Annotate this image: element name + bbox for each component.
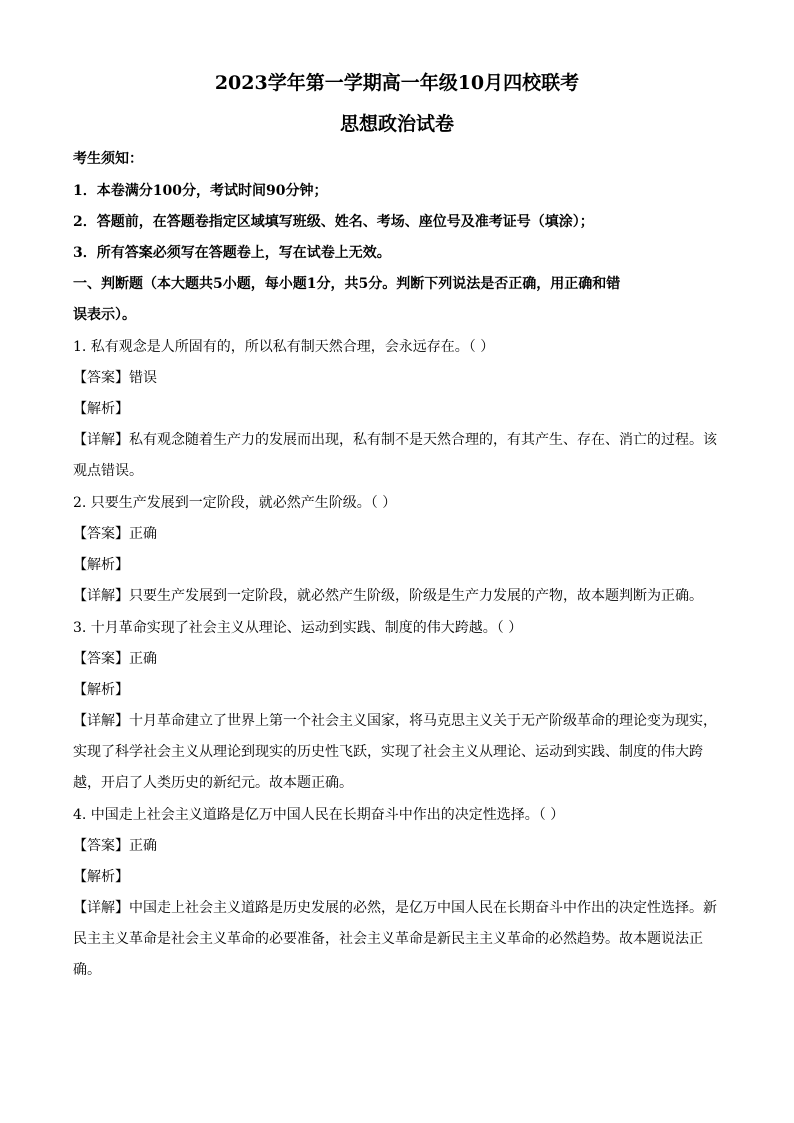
exam-title: 2023学年第一学期高一年级10月四校联考: [214, 72, 580, 94]
notice-item-2: 2．答题前，在答题卷指定区域填写班级、姓名、考场、座位号及准考证号（填涂）；: [73, 214, 594, 230]
analysis-label: 【解析】: [73, 869, 129, 885]
detail-text: 只要生产发展到一定阶段，就必然产生阶级，阶级是生产力发展的产物，故本题判断为正确。: [129, 588, 703, 604]
detail-text: 观点错误。: [73, 463, 143, 479]
section-heading-line1: 一、判断题（本大题共5小题，每小题1分，共5分。判断下列说法是否正确，用正确和错: [73, 276, 621, 292]
detail-label: 【详解】: [73, 432, 129, 448]
answer-label: 【答案】: [73, 526, 129, 542]
detail-text: 实现了科学社会主义从理论到现实的历史性飞跃，实现了社会主义从理论、运动到实践、制度的伟大跨: [73, 744, 703, 760]
notice-heading: 考生须知：: [73, 151, 143, 167]
question-stem: 1. 私有观念是人所固有的，所以私有制天然合理，会永远存在。（ ）: [73, 339, 495, 355]
detail-label: 【详解】: [73, 900, 129, 916]
detail-line: [73, 586, 703, 606]
answer-label: 【答案】: [73, 370, 129, 386]
detail-text: 中国走上社会主义道路是历史发展的必然，是亿万中国人民在长期奋斗中作出的决定性选择。新: [129, 900, 717, 916]
answer-label: 【答案】: [73, 838, 129, 854]
answer-value: 正确: [129, 838, 157, 854]
answer-value: 错误: [129, 370, 157, 386]
answer-line: [73, 649, 157, 669]
question-stem: 2. 只要生产发展到一定阶段，就必然产生阶级。（ ）: [73, 495, 397, 511]
notice-item-3: 3．所有答案必须写在答题卷上，写在试卷上无效。: [73, 245, 391, 261]
answer-value: 正确: [129, 526, 157, 542]
analysis-label: 【解析】: [73, 401, 129, 417]
question-stem: 4. 中国走上社会主义道路是亿万中国人民在长期奋斗中作出的决定性选择。（ ）: [73, 807, 565, 823]
detail-line: [73, 711, 717, 731]
detail-line: [73, 898, 717, 918]
answer-value: 正确: [129, 651, 157, 667]
analysis-label: 【解析】: [73, 682, 129, 698]
detail-text: 确。: [73, 962, 101, 978]
detail-text: 私有观念随着生产力的发展而出现，私有制不是天然合理的，有其产生、存在、消亡的过程。该: [129, 432, 717, 448]
answer-line: [73, 836, 157, 856]
answer-line: [73, 524, 157, 544]
question-stem: 3. 十月革命实现了社会主义从理论、运动到实践、制度的伟大跨越。（ ）: [73, 620, 523, 636]
answer-line: [73, 368, 157, 388]
section-heading-line2: 误表示）。: [73, 307, 136, 323]
answer-label: 【答案】: [73, 651, 129, 667]
detail-label: 【详解】: [73, 588, 129, 604]
detail-text: 民主主义革命是社会主义革命的必要准备，社会主义革命是新民主主义革命的必然趋势。故本题说法正: [73, 931, 703, 947]
detail-label: 【详解】: [73, 713, 129, 729]
detail-text: 十月革命建立了世界上第一个社会主义国家，将马克思主义关于无产阶级革命的理论变为现实，: [129, 713, 717, 729]
detail-text: 越，开启了人类历史的新纪元。故本题正确。: [73, 775, 353, 791]
exam-subtitle: 思想政治试卷: [339, 113, 454, 135]
analysis-label: 【解析】: [73, 557, 129, 573]
notice-item-1: 1．本卷满分100分，考试时间90分钟；: [73, 183, 328, 199]
detail-line: [73, 430, 717, 450]
